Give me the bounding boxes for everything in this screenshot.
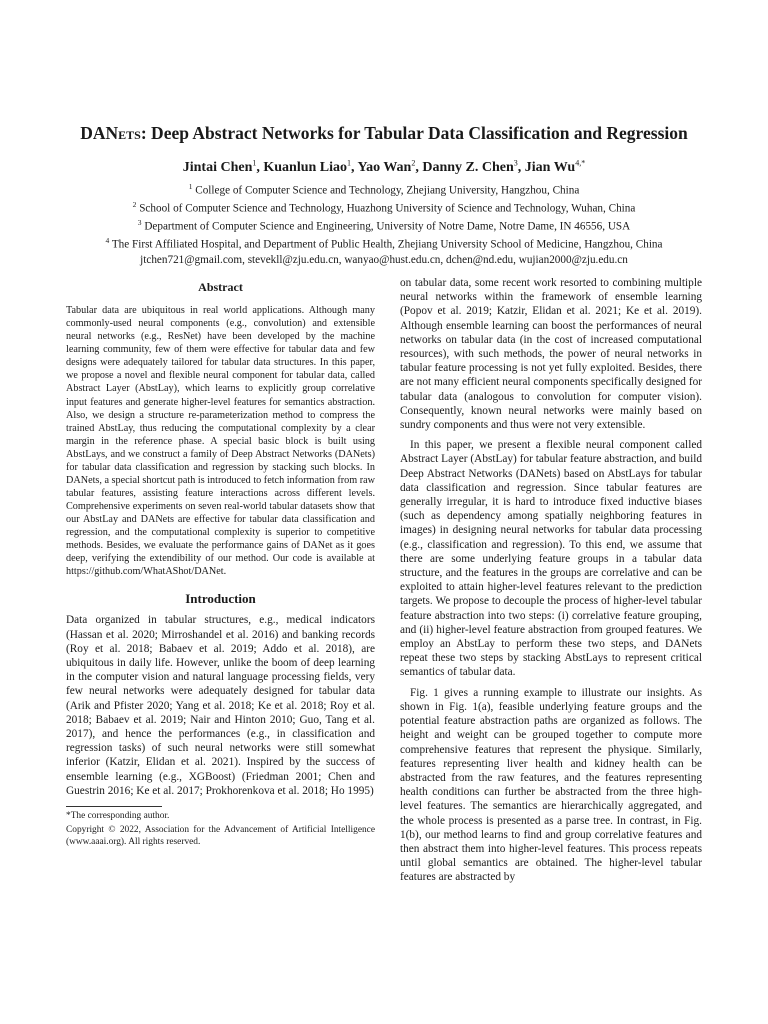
introduction-heading: Introduction [185, 591, 256, 607]
intro-paragraph-4: Fig. 1 gives a running example to illustrate our insights. As shown in Fig. 1(a), feasible underlying feature groups and the potential feature abstraction paths are organized as follows. The height and weight can be grouped together to compute more comprehensive features that represent the physique. Similarly, features representing liver health and kidney health can be abstracted from the raw features, and the features representing health conditions can further be abstracted from the three high-level features. The semantics are hierarchically aggregated, and the whole process is presented as a parse tree. In contrast, in Fig. 1(b), our method learns to find and group correlative features and then abstract them into higher-level features. This process repeats until global semantics are obtained. The higher-level tabular features are abstracted by [400, 686, 702, 884]
intro-paragraph-1: Data organized in tabular structures, e.g., medical indicators (Hassan et al. 2020; Mirroshandel et al. 2016) and banking records (Roy et al. 2018; Babaev et al. 2019; Addo et al. 2018), are ubiquitous in daily life. However, unlike the boom of deep learning in the computer vision and natural language processing fields, very few neural networks were adequately designed for tabular data (Arik and Pfister 2020; Yang et al. 2018; Ke et al. 2018; Roy et al. 2018; Babaev et al. 2019; Nair and Hinton 2010; Guo, Tang et al. 2017), and hence the performances (e.g., in classification and regression tasks) of such neural networks were still somewhat inferior (Katzir, Elidan et al. 2021). Inspired by the success of ensemble learning (e.g., XGBoost) (Friedman 2001; Chen and Guestrin 2016; Ke et al. 2017; Prokhorenkova et al. 2018; Ho 1995) [66, 614, 375, 797]
author: Jintai Chen$^1$, [182, 158, 264, 175]
footnote-divider [66, 806, 162, 807]
author: Jian $Wu^{4,*}$ [524, 158, 586, 175]
footnote-corresponding-author: *The corresponding author. [66, 811, 170, 822]
affiliations [30, 180, 738, 267]
affiliation-line: $^3$ Department of Computer Science and Engineering, University of Notre Dame, Notre Dame, IN 46556, USA [137, 218, 631, 234]
left-column [66, 280, 375, 848]
title-rest: : Deep Abstract Networks for Tabular Data Classification and Regression [140, 123, 688, 143]
abstract-heading: Abstract [198, 280, 243, 294]
author: Yao Wan$^2$, [357, 158, 423, 175]
author: Kuanlun Liao$^1$, [263, 158, 358, 175]
author-list [40, 158, 728, 176]
title-brand-smallcaps: ets [118, 123, 141, 143]
affiliation-line: $^2$ School of Computer Science and Technology, Huazhong University of Science and Technology, Wuhan, China [132, 200, 636, 215]
title-brand-lead: DAN [80, 123, 119, 143]
abstract-text: Tabular data are ubiquitous in real world applications. Although many commonly-used neural components (e.g., convolution) and extensible neural networks (e.g., ResNet) have been developed by the machine learning community, few of them were effective for tabular data and few designs were adequately tailored for tabular data structures. In this paper, we propose a novel and flexible neural component for tabular data, called Abstract Layer (AbstLay), which learns to explicitly group correlative input features and generate higher-level features for semantics abstraction. Also, we design a structure re-parameterization method to compress the trained AbstLay, thus reducing the computational complexity by a clear margin in the reference phase. A special basic block is built using AbstLays, and we construct a family of Deep Abstract Networks (DANets) for tabular data classification and regression by stacking such blocks. In DANets, a special shortcut path is introduced to fetch information from raw tabular features, assisting feature interactions across different levels. Comprehensive experiments on seven real-world tabular datasets show that our AbstLay and DANets are effective for tabular data classification and regression, and the computational complexity is superior to competitive methods. Besides, we evaluate the performance gains of DANet as it goes deep, verifying the extendibility of our method. Our code is available at https://github.com/WhatAShot/DANet. [66, 305, 375, 578]
copyright-notice: Copyright © 2022, Association for the Advancement of Artificial Intelligence (www.aaai.org). All rights reserved. [66, 824, 375, 847]
author: Danny Z. Chen$^3$, [422, 158, 525, 175]
affiliation-line: $^1$ College of Computer Science and Technology, Zhejiang University, Hangzhou, China [188, 182, 580, 197]
intro-paragraph-3: In this paper, we present a flexible neural component called Abstract Layer (AbstLay) for tabular feature abstraction, and build Deep Abstract Networks (DANets) based on AbstLays for tabular data classification and regression. Since tabular features are generally irregular, it is hard to introduce fixed inductive biases (such as dependency among spatially neighboring features in images) in designing neural networks for tabular data processing (e.g., classification and regression). To this end, we assume that there are some underlying feature groups in a tabular data structure, and the features in the groups are correlative and can be exploited to attain higher-level features relevant to the prediction targets. We propose to decouple the process of higher-level tabular feature abstraction into two steps: (i) correlative feature grouping, and (ii) higher-level feature abstraction from grouped features. We employ an AbstLay to perform these two steps, and DANets repeat these two steps by stacking AbstLays to represent critical semantics of tabular data. [400, 439, 702, 679]
affiliation-line: $^4$ The First Affiliated Hospital, and Department of Public Health, Zhejiang University School of Medicine, Hangzhou, China [105, 236, 663, 252]
intro-paragraph-2: on tabular data, some recent work resorted to combining multiple neural networks within the framework of ensemble learning (Popov et al. 2019; Katzir, Elidan et al. 2021; Ke et al. 2019). Although ensemble learning can boost the performances of neural networks on tabular data (in the cost of increased computational resources), with such methods, the power of neural networks in tabular feature processing is not yet fully exploited. Besides, there are not many efficient neural components specifically designed for tabular data (analogous to convolution for computer vision). Consequently, known neural networks were mainly based on sundry components and thus were not very extensible. [400, 277, 702, 432]
paper-title [40, 123, 728, 144]
right-column [400, 276, 702, 885]
email-list: jtchen721@gmail.com, stevekll@zju.edu.cn, wanyao@hust.edu.cn, dchen@nd.edu, wujian2000@zju.edu.cn [140, 253, 628, 266]
